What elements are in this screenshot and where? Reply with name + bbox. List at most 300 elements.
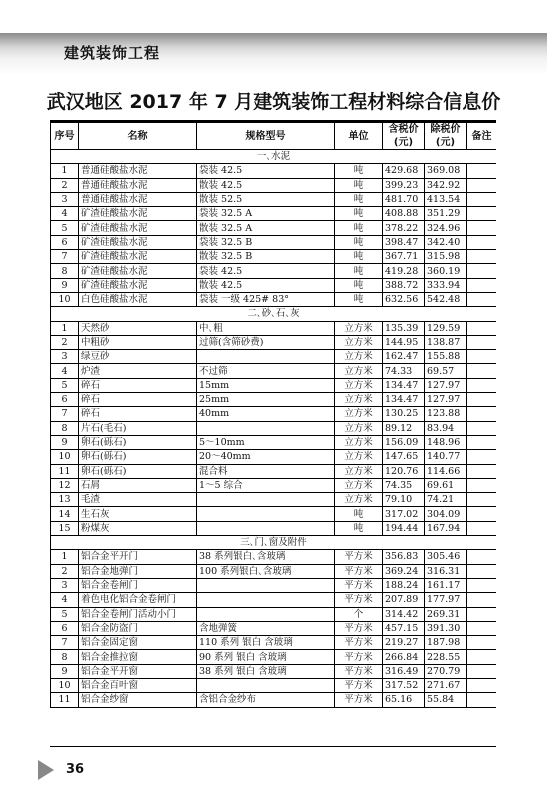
cell-unit: 吨	[335, 507, 383, 521]
cell-unit: 吨	[335, 178, 383, 192]
cell-name: 碎石	[79, 393, 197, 407]
cell-price-with-tax: 219.27	[383, 636, 425, 650]
cell-price-with-tax: 632.56	[383, 292, 425, 306]
cell-spec: 38 系列 银白 含玻璃	[197, 664, 335, 678]
section-title: 三､门､窗及附件	[51, 536, 497, 550]
table-row	[51, 407, 497, 421]
cell-remark	[467, 578, 497, 592]
cell-index: 1	[51, 164, 79, 178]
cell-name: 铝合金卷闸门活动小门	[79, 607, 197, 621]
cell-remark	[467, 607, 497, 621]
cell-price-without-tax: 342.92	[425, 178, 467, 192]
table-row	[51, 478, 497, 492]
cell-spec	[197, 350, 335, 364]
cell-remark	[467, 621, 497, 635]
cell-price-without-tax: 140.77	[425, 450, 467, 464]
cell-price-without-tax: 114.66	[425, 464, 467, 478]
cell-price-without-tax: 391.30	[425, 621, 467, 635]
cell-unit: 平方米	[335, 621, 383, 635]
cell-remark	[467, 164, 497, 178]
cell-spec: 袋装 32.5 B	[197, 235, 335, 249]
table-row	[51, 493, 497, 507]
table-row	[51, 250, 497, 264]
table-row	[51, 636, 497, 650]
cell-remark	[467, 521, 497, 535]
cell-index: 3	[51, 192, 79, 206]
table-header-row	[51, 123, 497, 150]
cell-price-with-tax: 314.42	[383, 607, 425, 621]
cell-spec: 过筛(含筛砂费)	[197, 335, 335, 349]
cell-spec	[197, 421, 335, 435]
cell-name: 普通硅酸盐水泥	[79, 164, 197, 178]
cell-remark	[467, 493, 497, 507]
table-row	[51, 621, 497, 635]
cell-index: 1	[51, 550, 79, 564]
cell-unit: 吨	[335, 250, 383, 264]
cell-price-without-tax: 74.21	[425, 493, 467, 507]
cell-index: 10	[51, 292, 79, 306]
cell-price-without-tax: 187.98	[425, 636, 467, 650]
cell-index: 15	[51, 521, 79, 535]
cell-unit: 立方米	[335, 478, 383, 492]
cell-price-without-tax: 69.57	[425, 364, 467, 378]
section-header-row	[51, 307, 497, 321]
table-row	[51, 164, 497, 178]
cell-price-without-tax: 324.96	[425, 221, 467, 235]
cell-spec: 袋装 一级 425# 83°	[197, 292, 335, 306]
cell-price-without-tax: 333.94	[425, 278, 467, 292]
cell-spec: 90 系列 银白 含玻璃	[197, 650, 335, 664]
cell-remark	[467, 693, 497, 707]
table-row	[51, 235, 497, 249]
cell-price-without-tax: 129.59	[425, 321, 467, 335]
table-row	[51, 564, 497, 578]
cell-price-without-tax: 270.79	[425, 664, 467, 678]
cell-price-with-tax: 207.89	[383, 593, 425, 607]
cell-unit: 平方米	[335, 678, 383, 692]
table-row	[51, 607, 497, 621]
cell-remark	[467, 364, 497, 378]
section-header-title: 建筑装饰工程	[64, 44, 161, 62]
cell-index: 6	[51, 621, 79, 635]
cell-unit: 吨	[335, 192, 383, 206]
cell-price-without-tax: 155.88	[425, 350, 467, 364]
table-row	[51, 278, 497, 292]
col-header-price-with-tax: 含税价(元)	[383, 123, 425, 150]
cell-unit: 平方米	[335, 664, 383, 678]
cell-price-with-tax: 134.47	[383, 378, 425, 392]
table-body	[51, 150, 497, 708]
cell-name: 毛渣	[79, 493, 197, 507]
cell-unit: 吨	[335, 521, 383, 535]
cell-spec: 25mm	[197, 393, 335, 407]
cell-name: 铝合金防盗门	[79, 621, 197, 635]
cell-index: 8	[51, 421, 79, 435]
cell-unit: 立方米	[335, 421, 383, 435]
cell-unit: 平方米	[335, 636, 383, 650]
col-header-name: 名称	[79, 123, 197, 150]
cell-price-with-tax: 130.25	[383, 407, 425, 421]
cell-name: 片石(毛石)	[79, 421, 197, 435]
cell-price-with-tax: 317.52	[383, 678, 425, 692]
table-row	[51, 221, 497, 235]
cell-price-without-tax: 123.88	[425, 407, 467, 421]
cell-price-without-tax: 138.87	[425, 335, 467, 349]
cell-unit: 吨	[335, 221, 383, 235]
cell-index: 3	[51, 350, 79, 364]
cell-price-with-tax: 408.88	[383, 207, 425, 221]
cell-name: 卵石(砾石)	[79, 435, 197, 449]
cell-remark	[467, 207, 497, 221]
cell-price-with-tax: 481.70	[383, 192, 425, 206]
cell-price-without-tax: 167.94	[425, 521, 467, 535]
cell-unit: 平方米	[335, 650, 383, 664]
col-header-index: 序号	[51, 123, 79, 150]
cell-spec: 袋装 32.5 A	[197, 207, 335, 221]
table-row	[51, 693, 497, 707]
cell-unit: 吨	[335, 278, 383, 292]
cell-price-with-tax: 135.39	[383, 321, 425, 335]
cell-spec: 100 系列银白､含玻璃	[197, 564, 335, 578]
cell-price-without-tax: 369.08	[425, 164, 467, 178]
cell-name: 矿渣硅酸盐水泥	[79, 235, 197, 249]
cell-spec	[197, 578, 335, 592]
cell-name: 铝合金卷闸门	[79, 578, 197, 592]
cell-spec: 20～40mm	[197, 450, 335, 464]
table-row	[51, 521, 497, 535]
cell-name: 卵石(砾石)	[79, 450, 197, 464]
table-row	[51, 192, 497, 206]
price-table	[50, 122, 496, 708]
cell-remark	[467, 407, 497, 421]
cell-index: 6	[51, 393, 79, 407]
cell-price-with-tax: 398.47	[383, 235, 425, 249]
cell-name: 矿渣硅酸盐水泥	[79, 221, 197, 235]
cell-index: 7	[51, 407, 79, 421]
cell-price-without-tax: 83.94	[425, 421, 467, 435]
table-row	[51, 364, 497, 378]
cell-unit: 立方米	[335, 378, 383, 392]
cell-unit: 立方米	[335, 350, 383, 364]
cell-remark	[467, 678, 497, 692]
cell-unit: 立方米	[335, 393, 383, 407]
cell-index: 4	[51, 593, 79, 607]
cell-spec: 40mm	[197, 407, 335, 421]
cell-remark	[467, 478, 497, 492]
cell-price-with-tax: 134.47	[383, 393, 425, 407]
cell-spec	[197, 507, 335, 521]
cell-price-without-tax: 413.54	[425, 192, 467, 206]
cell-name: 炉渣	[79, 364, 197, 378]
cell-index: 7	[51, 636, 79, 650]
cell-price-without-tax: 342.40	[425, 235, 467, 249]
table-row	[51, 321, 497, 335]
cell-index: 9	[51, 435, 79, 449]
cell-price-without-tax: 148.96	[425, 435, 467, 449]
cell-index: 11	[51, 693, 79, 707]
cell-price-with-tax: 317.02	[383, 507, 425, 521]
table-row	[51, 350, 497, 364]
cell-spec: 中､粗	[197, 321, 335, 335]
cell-price-without-tax: 351.29	[425, 207, 467, 221]
cell-spec: 38 系列银白､含玻璃	[197, 550, 335, 564]
cell-price-without-tax: 316.31	[425, 564, 467, 578]
cell-index: 10	[51, 450, 79, 464]
cell-price-without-tax: 127.97	[425, 378, 467, 392]
page-title: 武汉地区 2017 年 7 月建筑装饰工程材料综合信息价	[46, 91, 501, 113]
cell-index: 2	[51, 335, 79, 349]
cell-spec: 5～10mm	[197, 435, 335, 449]
table-row	[51, 435, 497, 449]
cell-price-without-tax: 269.31	[425, 607, 467, 621]
cell-index: 11	[51, 464, 79, 478]
cell-price-with-tax: 120.76	[383, 464, 425, 478]
cell-remark	[467, 664, 497, 678]
cell-name: 矿渣硅酸盐水泥	[79, 264, 197, 278]
cell-index: 1	[51, 321, 79, 335]
cell-price-with-tax: 429.68	[383, 164, 425, 178]
cell-name: 生石灰	[79, 507, 197, 521]
table-row	[51, 507, 497, 521]
cell-spec: 含地弹簧	[197, 621, 335, 635]
cell-price-with-tax: 419.28	[383, 264, 425, 278]
cell-price-without-tax: 161.17	[425, 578, 467, 592]
cell-name: 碎石	[79, 378, 197, 392]
cell-remark	[467, 564, 497, 578]
cell-unit: 平方米	[335, 693, 383, 707]
cell-spec: 散装 42.5	[197, 278, 335, 292]
cell-name: 石屑	[79, 478, 197, 492]
cell-price-without-tax: 271.67	[425, 678, 467, 692]
cell-unit: 吨	[335, 207, 383, 221]
cell-remark	[467, 350, 497, 364]
cell-index: 5	[51, 221, 79, 235]
cell-name: 铝合金推拉窗	[79, 650, 197, 664]
cell-index: 3	[51, 578, 79, 592]
table-row	[51, 393, 497, 407]
cell-remark	[467, 650, 497, 664]
cell-index: 8	[51, 650, 79, 664]
cell-index: 9	[51, 278, 79, 292]
cell-spec	[197, 678, 335, 692]
table-row	[51, 578, 497, 592]
cell-index: 4	[51, 207, 79, 221]
table-row	[51, 292, 497, 306]
cell-price-with-tax: 369.24	[383, 564, 425, 578]
cell-unit: 立方米	[335, 450, 383, 464]
cell-index: 5	[51, 607, 79, 621]
cell-spec: 110 系列 银白 含玻璃	[197, 636, 335, 650]
cell-name: 矿渣硅酸盐水泥	[79, 278, 197, 292]
cell-index: 8	[51, 264, 79, 278]
cell-unit: 平方米	[335, 550, 383, 564]
cell-price-without-tax: 69.61	[425, 478, 467, 492]
cell-index: 2	[51, 178, 79, 192]
table-row	[51, 650, 497, 664]
cell-price-with-tax: 399.23	[383, 178, 425, 192]
table-row	[51, 550, 497, 564]
cell-unit: 立方米	[335, 407, 383, 421]
cell-index: 2	[51, 564, 79, 578]
cell-spec: 散装 42.5	[197, 178, 335, 192]
cell-remark	[467, 393, 497, 407]
table-row	[51, 464, 497, 478]
cell-remark	[467, 378, 497, 392]
cell-remark	[467, 178, 497, 192]
cell-remark	[467, 292, 497, 306]
triangle-right-icon	[38, 760, 54, 780]
cell-spec: 散装 52.5	[197, 192, 335, 206]
cell-remark	[467, 278, 497, 292]
cell-price-without-tax: 304.09	[425, 507, 467, 521]
cell-price-with-tax: 388.72	[383, 278, 425, 292]
cell-price-with-tax: 79.10	[383, 493, 425, 507]
cell-remark	[467, 507, 497, 521]
cell-spec	[197, 493, 335, 507]
section-header-row	[51, 536, 497, 550]
cell-index: 9	[51, 664, 79, 678]
cell-name: 天然砂	[79, 321, 197, 335]
table-row	[51, 664, 497, 678]
cell-unit: 平方米	[335, 593, 383, 607]
cell-spec	[197, 521, 335, 535]
cell-price-with-tax: 457.15	[383, 621, 425, 635]
cell-name: 矿渣硅酸盐水泥	[79, 207, 197, 221]
cell-price-with-tax: 156.09	[383, 435, 425, 449]
cell-name: 着色电化铝合金卷闸门	[79, 593, 197, 607]
cell-remark	[467, 335, 497, 349]
cell-name: 普通硅酸盐水泥	[79, 178, 197, 192]
cell-index: 5	[51, 378, 79, 392]
cell-price-with-tax: 266.84	[383, 650, 425, 664]
cell-spec: 袋装 42.5	[197, 164, 335, 178]
cell-remark	[467, 636, 497, 650]
cell-spec: 散装 32.5 B	[197, 250, 335, 264]
cell-price-without-tax: 315.98	[425, 250, 467, 264]
cell-remark	[467, 192, 497, 206]
table-row	[51, 264, 497, 278]
table-row	[51, 421, 497, 435]
cell-index: 10	[51, 678, 79, 692]
cell-unit: 立方米	[335, 321, 383, 335]
section-header-row	[51, 150, 497, 164]
page-number: 36	[66, 762, 85, 777]
cell-price-with-tax: 316.49	[383, 664, 425, 678]
cell-spec: 混合料	[197, 464, 335, 478]
cell-unit: 平方米	[335, 578, 383, 592]
col-header-price-without-tax: 除税价(元)	[425, 123, 467, 150]
cell-remark	[467, 550, 497, 564]
col-header-remark: 备注	[467, 123, 497, 150]
cell-price-with-tax: 367.71	[383, 250, 425, 264]
cell-unit: 吨	[335, 292, 383, 306]
cell-spec: 含铝合金纱布	[197, 693, 335, 707]
col-header-unit: 单位	[335, 123, 383, 150]
cell-price-without-tax: 360.19	[425, 264, 467, 278]
cell-unit: 立方米	[335, 464, 383, 478]
cell-spec: 袋装 42.5	[197, 264, 335, 278]
cell-name: 铝合金固定窗	[79, 636, 197, 650]
cell-remark	[467, 321, 497, 335]
cell-name: 卵石(砾石)	[79, 464, 197, 478]
cell-price-with-tax: 144.95	[383, 335, 425, 349]
cell-price-without-tax: 228.55	[425, 650, 467, 664]
cell-index: 12	[51, 478, 79, 492]
cell-price-with-tax: 74.33	[383, 364, 425, 378]
cell-remark	[467, 593, 497, 607]
cell-name: 中粗砂	[79, 335, 197, 349]
cell-price-with-tax: 356.83	[383, 550, 425, 564]
section-title: 二､砂､石､灰	[51, 307, 497, 321]
cell-name: 铝合金纱窗	[79, 693, 197, 707]
cell-remark	[467, 264, 497, 278]
cell-index: 4	[51, 364, 79, 378]
cell-spec: 散装 32.5 A	[197, 221, 335, 235]
table-row	[51, 335, 497, 349]
cell-index: 7	[51, 250, 79, 264]
cell-price-with-tax: 74.35	[383, 478, 425, 492]
cell-remark	[467, 421, 497, 435]
cell-spec: 不过筛	[197, 364, 335, 378]
cell-unit: 平方米	[335, 564, 383, 578]
cell-name: 碎石	[79, 407, 197, 421]
cell-spec: 15mm	[197, 378, 335, 392]
cell-name: 铝合金地弹门	[79, 564, 197, 578]
cell-name: 铝合金百叶窗	[79, 678, 197, 692]
cell-spec: 1～5 综合	[197, 478, 335, 492]
table-row	[51, 178, 497, 192]
cell-remark	[467, 435, 497, 449]
cell-price-with-tax: 89.12	[383, 421, 425, 435]
cell-name: 绿豆砂	[79, 350, 197, 364]
table-row	[51, 678, 497, 692]
cell-price-without-tax: 55.84	[425, 693, 467, 707]
table-row	[51, 450, 497, 464]
cell-name: 白色硅酸盐水泥	[79, 292, 197, 306]
cell-remark	[467, 250, 497, 264]
cell-remark	[467, 450, 497, 464]
cell-price-with-tax: 194.44	[383, 521, 425, 535]
cell-unit: 立方米	[335, 335, 383, 349]
cell-name: 矿渣硅酸盐水泥	[79, 250, 197, 264]
table-row	[51, 378, 497, 392]
cell-unit: 个	[335, 607, 383, 621]
cell-name: 铝合金平开窗	[79, 664, 197, 678]
cell-price-with-tax: 378.22	[383, 221, 425, 235]
col-header-spec: 规格型号	[197, 123, 335, 150]
cell-index: 14	[51, 507, 79, 521]
cell-price-with-tax: 188.24	[383, 578, 425, 592]
table-row	[51, 593, 497, 607]
cell-price-with-tax: 162.47	[383, 350, 425, 364]
section-title: 一､水泥	[51, 150, 497, 164]
cell-price-without-tax: 542.48	[425, 292, 467, 306]
cell-unit: 立方米	[335, 364, 383, 378]
cell-unit: 立方米	[335, 435, 383, 449]
cell-index: 13	[51, 493, 79, 507]
cell-price-with-tax: 147.65	[383, 450, 425, 464]
cell-price-without-tax: 127.97	[425, 393, 467, 407]
cell-price-without-tax: 177.97	[425, 593, 467, 607]
cell-spec	[197, 607, 335, 621]
cell-name: 普通硅酸盐水泥	[79, 192, 197, 206]
cell-price-with-tax: 65.16	[383, 693, 425, 707]
cell-price-without-tax: 305.46	[425, 550, 467, 564]
cell-remark	[467, 235, 497, 249]
cell-remark	[467, 221, 497, 235]
cell-spec	[197, 593, 335, 607]
cell-name: 铝合金平开门	[79, 550, 197, 564]
